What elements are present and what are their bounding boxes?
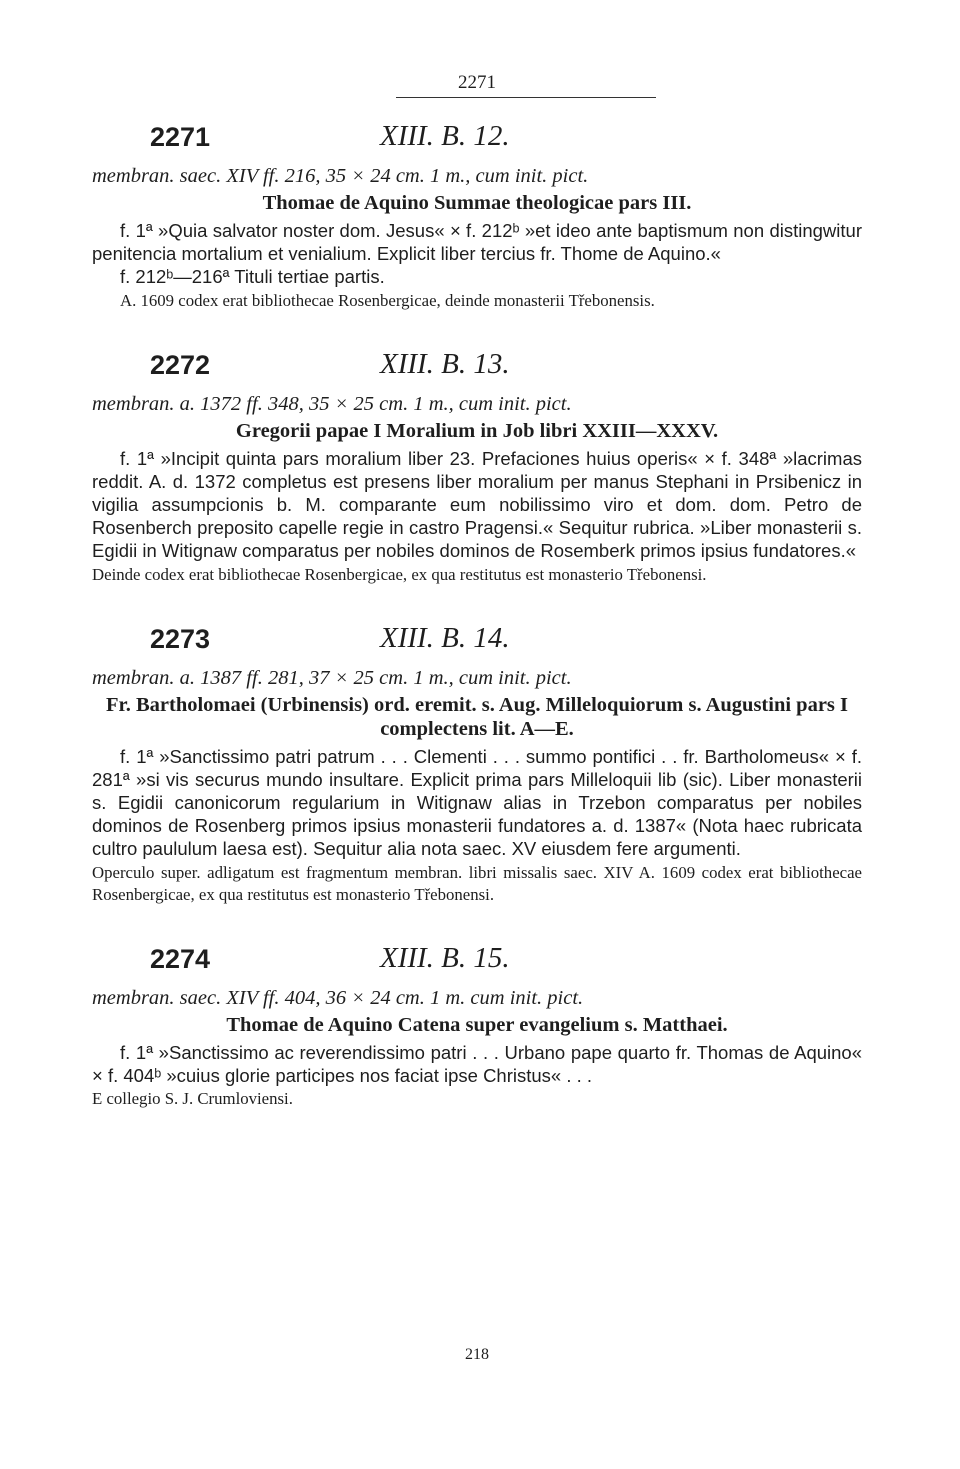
shelf-signature: XIII. B. 13. xyxy=(380,347,510,380)
codex-description: membran. saec. XIV ff. 404, 36 × 24 cm. 1 m. cum init. pict. xyxy=(92,986,584,1009)
codex-description: membran. saec. XIV ff. 216, 35 × 24 cm. 1 m., cum init. pict. xyxy=(92,165,589,187)
work-title: Fr. Bartholomaei (Urbinensis) ord. eremit. s. Aug. Milleloquiorum s. Augustini pars I complectens lit. A—E. xyxy=(105,693,849,740)
folio-number: 218 xyxy=(465,1346,489,1363)
provenance-note: Operculo super. adligatum est fragmentum membran. libri missalis saec. XIV A. 1609 codex erat bibliothecae Rosenbergicae, ex qua restitutus est monasterio Třebonensi. xyxy=(92,862,862,904)
entry-number: 2273 xyxy=(150,623,211,654)
codex-description: membran. a. 1372 ff. 348, 35 × 25 cm. 1 m., cum init. pict. xyxy=(92,392,572,415)
entry-text: f. 1ª »Incipit quinta pars moralium liber 23. Prefaciones huius operis« × f. 348ª »lacrimas reddit. A. d. 1372 completus est presens liber moralium per manus Stephani in Prsibenicz in vigilia assumpcionis b. M. comparante eum nobilissimo viro et dom. dom. Petro de Rosenberch preposito capelle regie in castro Pragensi.« Sequitur rubrica. »Liber monasterii s. Egidii in Witignaw comparatus per nobiles dominos de Rosemberk primos ipsius fundatores.« xyxy=(92,447,862,562)
catalogue-entry xyxy=(92,620,862,906)
provenance-note: Deinde codex erat bibliothecae Rosenbergicae, ex qua restitutus est monasterio Třebonensi. xyxy=(92,564,707,584)
entry-heading xyxy=(92,118,862,164)
provenance-note: E collegio S. J. Crumloviensi. xyxy=(92,1089,293,1109)
codex-description: membran. a. 1387 ff. 281, 37 × 25 cm. 1 m., cum init. pict. xyxy=(92,666,572,689)
work-title: Thomae de Aquino Catena super evangelium s. Matthaei. xyxy=(226,1013,728,1036)
entry-heading xyxy=(92,346,862,392)
entry-text: f. 1ª »Sanctissimo patri patrum . . . Clementi . . . summo pontifici . . fr. Bartholomeus« × f. 281ª »si vis securus mundo insultare. Explicit prima pars Milleloquii lib (sic). Liber monasterii s. Egidii canonicorum regularium in Witignaw alias in Trzebon comparatus per nobiles dominos de Rosenberg primos ipsius monasterii fundatores a. d. 1387« (Nota haec rubricata cultro paululum laesa est). Sequitur alia nota saec. XV eiusdem fere argumenti. xyxy=(92,745,862,860)
entry-number: 2272 xyxy=(150,349,211,380)
entry-number: 2271 xyxy=(150,122,211,152)
header-rule xyxy=(396,97,656,98)
entry-text: f. 1ª »Sanctissimo ac reverendissimo patri . . . Urbano pape quarto fr. Thomas de Aquino« × f. 404ᵇ »cuius glorie participes nos faciat ipse Christus« . . . xyxy=(92,1041,862,1086)
provenance-note: A. 1609 codex erat bibliothecae Rosenbergicae, deinde monasterii Třebonensis. xyxy=(120,290,655,310)
shelf-signature: XIII. B. 15. xyxy=(380,941,510,974)
shelf-signature: XIII. B. 14. xyxy=(380,621,510,654)
catalogue-entry xyxy=(92,940,862,1110)
shelf-signature: XIII. B. 12. xyxy=(380,120,510,152)
entry-heading xyxy=(92,620,862,666)
running-page-number: 2271 xyxy=(458,72,496,93)
entries-list xyxy=(92,118,862,1144)
entry-number: 2274 xyxy=(150,943,211,974)
entry-text: f. 212ᵇ—216ª Tituli tertiae partis. xyxy=(120,266,385,288)
catalogue-entry xyxy=(92,118,862,312)
catalogue-entry xyxy=(92,346,862,586)
work-title: Thomae de Aquino Summae theologicae pars III. xyxy=(262,192,692,214)
entry-heading xyxy=(92,940,862,986)
entry-text: f. 1ª »Quia salvator noster dom. Jesus« × f. 212ᵇ »et ideo ante baptismum non distingwitur penitencia mortalium et venialium. Explicit liber tercius fr. Thome de Aquino.« xyxy=(92,220,862,265)
catalogue-page xyxy=(92,0,862,1469)
work-title: Gregorii papae I Moralium in Job libri XXIII—XXXV. xyxy=(235,419,719,442)
